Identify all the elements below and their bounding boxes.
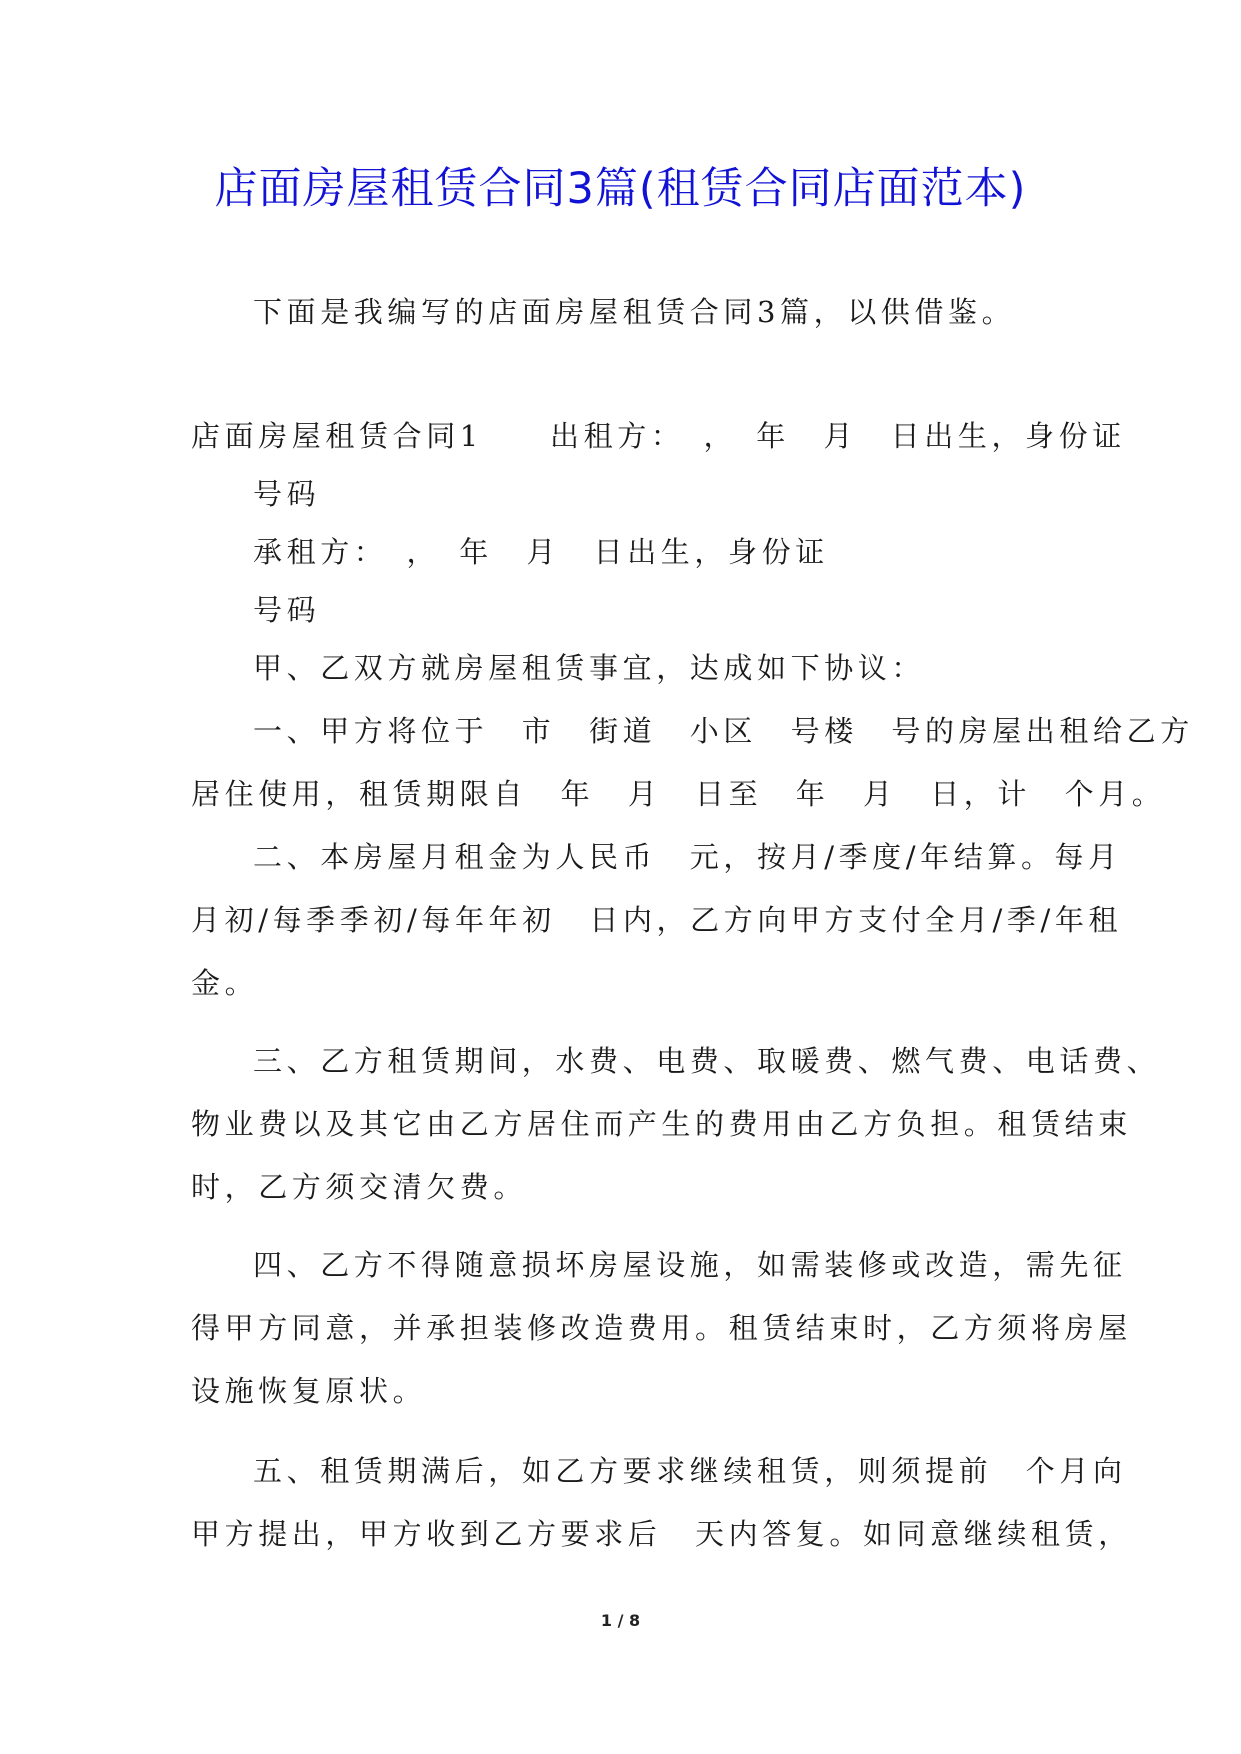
text-line: 承租方： ， 年 月 日出生，身份证	[253, 535, 829, 569]
document-title: 店面房屋租赁合同3篇(租赁合同店面范本)	[214, 164, 1027, 214]
clause-line: 物业费以及其它由乙方居住而产生的费用由乙方负担。租赁结束	[191, 1107, 1132, 1141]
contract-heading-line: 店面房屋租赁合同1 出租方： ， 年 月 日出生，身份证	[191, 419, 1126, 453]
intro-paragraph: 下面是我编写的店面房屋租赁合同3篇，以供借鉴。	[253, 295, 1016, 329]
clause-line: 甲方提出，甲方收到乙方要求后 天内答复。如同意继续租赁，	[191, 1517, 1132, 1551]
text-line: 甲、乙双方就房屋租赁事宜，达成如下协议：	[253, 651, 926, 685]
clause-line: 居住使用，租赁期限自 年 月 日至 年 月 日，计 个月。	[191, 777, 1166, 811]
clause-line: 时，乙方须交清欠费。	[191, 1170, 528, 1204]
clause-line: 设施恢复原状。	[191, 1374, 427, 1408]
text-line: 号码	[253, 477, 321, 511]
clause-line: 五、租赁期满后，如乙方要求继续租赁，则须提前 个月向	[253, 1454, 1127, 1488]
clause-line: 三、乙方租赁期间，水费、电费、取暖费、燃气费、电话费、	[253, 1044, 1161, 1078]
clause-line: 二、本房屋月租金为人民币 元，按月/季度/年结算。每月	[253, 840, 1122, 874]
clause-line: 月初/每季季初/每年年初 日内，乙方向甲方支付全月/季/年租	[191, 903, 1123, 937]
clause-line: 一、甲方将位于 市 街道 小区 号楼 号的房屋出租给乙方	[253, 714, 1194, 748]
text-line: 号码	[253, 593, 321, 627]
clause-line: 得甲方同意，并承担装修改造费用。租赁结束时，乙方须将房屋	[191, 1311, 1132, 1345]
clause-line: 四、乙方不得随意损坏房屋设施，如需装修或改造，需先征	[253, 1248, 1127, 1282]
clause-line: 金。	[191, 966, 259, 1000]
page-indicator: 1 / 8	[600, 1611, 641, 1630]
